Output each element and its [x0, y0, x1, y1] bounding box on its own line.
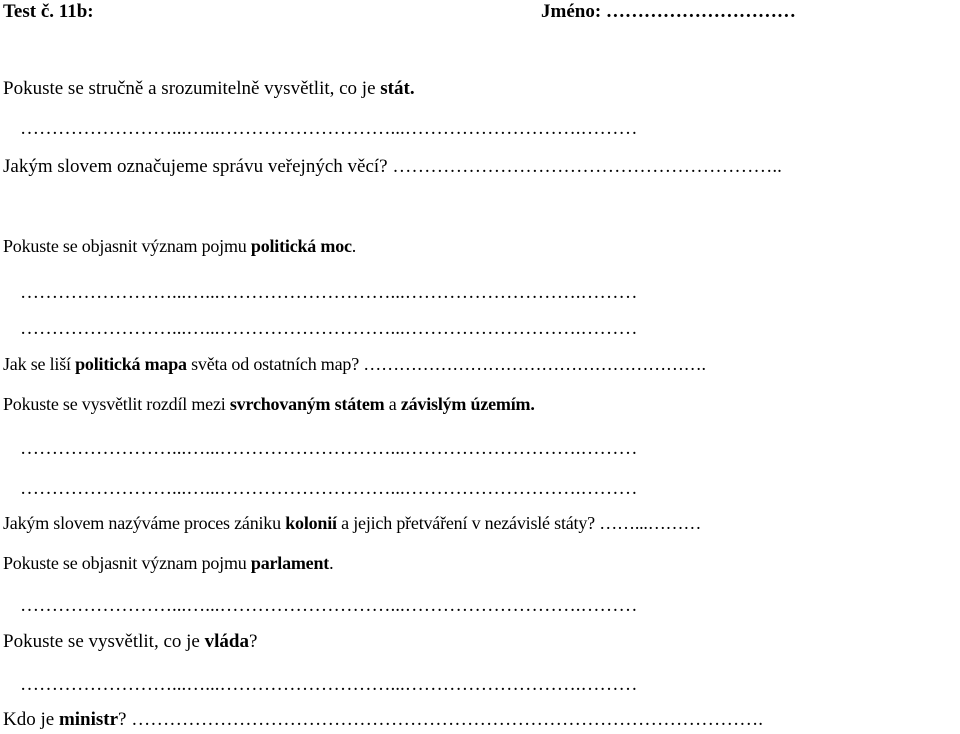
- question-9-tail: ?: [118, 709, 127, 730]
- question-2: [3, 155, 960, 179]
- question-5-tail: .: [530, 394, 535, 414]
- question-9: [3, 708, 960, 732]
- question-5-term-2: závislým územím: [400, 394, 531, 414]
- question-3-term: politická moc: [250, 236, 352, 256]
- answer-dots-6[interactable]: ……...………: [594, 513, 702, 533]
- question-7-term: parlament: [250, 553, 330, 573]
- question-3-text: Pokuste se objasnit význam pojmu: [3, 236, 251, 256]
- question-1-term: stát: [380, 78, 410, 99]
- question-7-tail: .: [329, 553, 334, 573]
- answer-line-1[interactable]: ……………………...…...………………………...……………………….………: [20, 118, 638, 139]
- question-4-pre: Jak se liší: [3, 354, 76, 374]
- answer-line-3b[interactable]: ……………………...…...………………………...……………………….………: [20, 318, 638, 339]
- question-8: [3, 630, 960, 654]
- answer-dots-9[interactable]: ……………………………………………………………………………………….: [126, 709, 763, 730]
- answer-line-7[interactable]: ……………………...…...………………………...……………………….………: [20, 595, 638, 616]
- question-9-text: Kdo je: [3, 709, 59, 730]
- question-8-text: Pokuste se vysvětlit, co je: [3, 631, 205, 652]
- question-6-pre: Jakým slovem nazýváme proces zániku: [3, 513, 286, 533]
- answer-line-5b[interactable]: ……………………...…...………………………...……………………….………: [20, 478, 638, 499]
- question-4-term: politická mapa: [75, 354, 187, 374]
- question-4: [3, 352, 960, 376]
- answer-dots-2[interactable]: ……………………………………………………..: [387, 156, 782, 177]
- question-3: [3, 234, 960, 258]
- test-label: Test č. 11b:: [3, 1, 94, 22]
- answer-line-8[interactable]: ……………………...…...………………………...……………………….………: [20, 674, 638, 695]
- question-6-term: kolonií: [285, 513, 337, 533]
- header-row: [3, 0, 960, 24]
- question-2-text: Jakým slovem označujeme správu veřejných věcí?: [3, 156, 388, 177]
- question-5: [3, 392, 960, 416]
- answer-line-5a[interactable]: ……………………...…...………………………...……………………….………: [20, 438, 638, 459]
- question-8-tail: ?: [248, 631, 258, 652]
- question-7-text: Pokuste se objasnit význam pojmu: [3, 553, 251, 573]
- question-6: [3, 511, 960, 535]
- question-4-post: světa od ostatních map?: [186, 354, 359, 374]
- question-6-post: a jejich přetváření v nezávislé státy?: [336, 513, 595, 533]
- question-5-term-1: svrchovaným státem: [229, 394, 385, 414]
- question-5-pre: Pokuste se vysvětlit rozdíl mezi: [3, 394, 230, 414]
- name-label: Jméno: …………………………: [541, 1, 796, 22]
- question-5-mid: a: [384, 394, 401, 414]
- question-7: [3, 551, 960, 575]
- answer-dots-4[interactable]: ………………………………………………….: [358, 354, 706, 374]
- question-1-tail: .: [409, 78, 415, 99]
- question-9-term: ministr: [58, 709, 119, 730]
- question-1-text: Pokuste se stručně a srozumitelně vysvětlit, co je: [3, 78, 381, 99]
- question-1: [3, 77, 960, 101]
- question-8-term: vláda: [204, 631, 249, 652]
- answer-line-3a[interactable]: ……………………...…...………………………...……………………….………: [20, 282, 638, 303]
- question-3-tail: .: [351, 236, 357, 256]
